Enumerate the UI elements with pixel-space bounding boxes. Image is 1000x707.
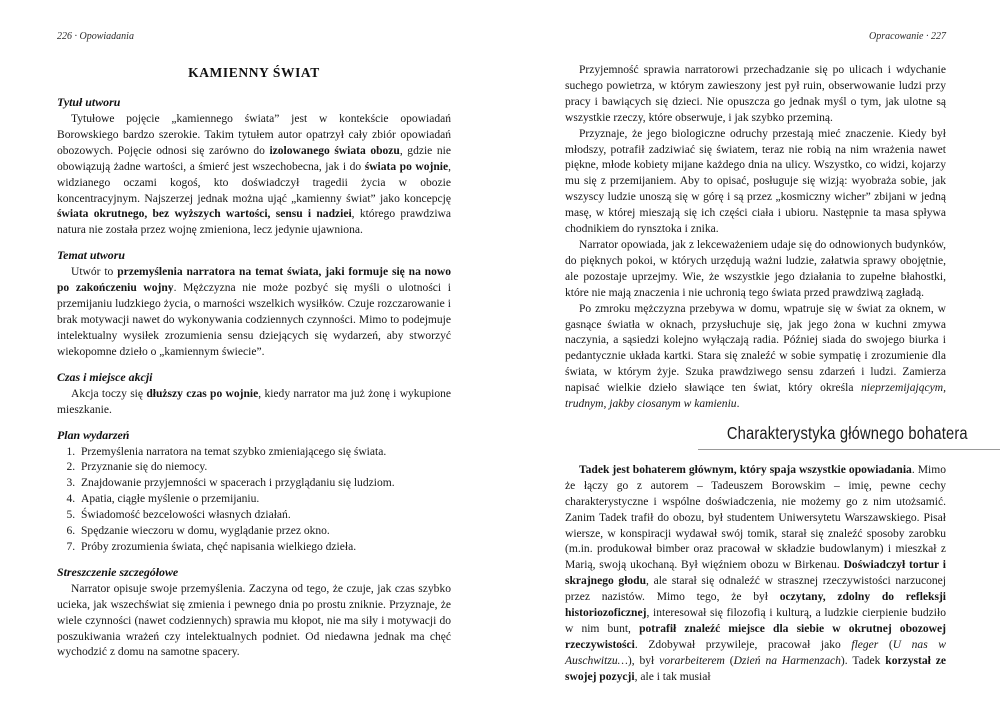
text-segment: ( — [878, 638, 893, 651]
text-segment: Narrator opisuje swoje przemyślenia. Zaczyna od tego, że czuje, jak czas szybko ucieka, jak wszechświat się zmienia i pewnego dnia po prostu zniknie. Przyznaje, że wiele czynności (nawet codziennych) sprawia mu kłopot, nie ma siły i motywacji do poszukiwania wrażeń czy intelektualnych podniet. Od niedawna jednak ma chęć wychodzić z domu na samotne spacery. — [57, 582, 451, 659]
plan-list-item: 4. Apatia, ciągłe myślenie o przemijaniu. — [78, 492, 451, 508]
text-segment: Po zmroku mężczyzna przebywa w domu, wpatruje się w świat za oknem, w gasnące światła w oknach, przysłuchuje się, jak jego żona w kuchni zmywa naczynia, a sąsiedzi kolejno wyłączają radia. Później siada do swojego biurka i pedantycznie układa kartki. Stara się znaleźć w sobie sympatię i zrozumienie dla świata, w którym żyje. Szuka prawdziwego sensu zdarzeń i ludzi. Zamierza napisać wielkie dzieło sławiące ten świat, który określa — [565, 302, 946, 395]
text-segment: fleger — [851, 638, 879, 651]
text-segment: Utwór to — [71, 266, 118, 279]
paragraph-czas-miejsce — [57, 387, 451, 419]
text-segment: . Zdobywał przywileje, pracował jako — [634, 638, 852, 651]
text-segment: ( — [724, 654, 734, 667]
paragraph-budynki — [565, 238, 946, 302]
text-segment: nieprzemijającym, trudnym, jakby ciosanym w kamieniu — [565, 382, 946, 411]
text-segment: , interesował się filozofią i kulturą, a ludzkie cierpienie budziło w nim bunt, — [565, 607, 946, 635]
plan-list-item: 7. Próby zrozumienia świata, chęć napisania wielkiego dzieła. — [78, 540, 451, 556]
text-segment: . Mężczyzna nie może pozbyć się myśli o ulotności i przemijaniu ludzkiego życia, o marności wszelkich wysiłków. Czuje rozczarowanie i brak motywacji nawet do wykonywania codziennych czynności. Mimo to podejmuje intelektualny wysiłek zrozumienia sensu dziejących się wydarzeń, aby stworzyć wiekopomne dzieło o „kamiennym świecie”. — [57, 282, 451, 358]
text-segment: Tadek jest bohaterem głównym, który spaja wszystkie opowiadania — [579, 463, 912, 476]
text-segment: , którego prawdziwa natura nie została przez wojnę zmieniona, lecz jedynie ujawniona. — [57, 208, 451, 237]
text-segment: U nas w Auschwitzu… — [565, 638, 946, 667]
paragraph-streszczenie — [57, 582, 451, 662]
text-segment: Narrator opowiada, jak z lekceważeniem udaje się do odnowionych budynków, do pięknych pokoi, w których urzędują ważni ludzie, załatwia sprawy obojętnie, ale pozostaje uprzejmy. Wie, że wszystkie jego działania to zupełne błahostki, które nie mają znaczenia i nie uchronią tego świata przed prawdziwą zagładą. — [565, 238, 946, 299]
plan-list-item: 1. Przemyślenia narratora na temat szybko zmieniającego się świata. — [78, 445, 451, 461]
chapter-heading-row — [565, 423, 968, 444]
text-segment: . — [736, 398, 740, 411]
text-segment: , widzianego oczami kogoś, kto doświadczył tragedii życia w obozie koncentracyjnym. Najszerzej jednak można ująć „kamienny świat” jako koncepcję — [57, 160, 451, 205]
section-heading-plan-wydarzen: Plan wydarzeń — [57, 427, 130, 442]
text-segment: Doświadczył tortur i skrajnego głodu — [565, 559, 946, 588]
text-segment: ), był — [627, 654, 660, 667]
paragraph-tytul-utworu — [57, 112, 451, 239]
plan-list-item: 2. Przyznanie się do niemocy. — [78, 460, 451, 476]
plan-list-item: 3. Znajdowanie przyjemności w spacerach i przyglądaniu się ludziom. — [78, 476, 451, 492]
paragraph-spacery — [565, 63, 946, 127]
text-segment: , ale starał się odnaleźć w strasznej rzeczywistości narzuconej przez nazistów. Mimo tego, że był — [565, 575, 946, 604]
text-segment: . Mimo że łączy go z autorem – Tadeuszem Borowskim – imię, pewne cechy charakterystyczne i wspólne doświadczenia, nie możemy go z nim utożsamić. Zanim Tadek trafił do obozu, był studentem Uniwersytetu Warszawskiego. Pisał wiersze, w konspiracji wydawał swój tomik, starał się znaleźć sposoby zarobku (m.in. produkował bimber oraz pracował w składzie budowlanym) i mieszkał z Marią, swoją ukochaną. Był więźniem obozu w Birkenau. — [565, 463, 946, 572]
text-segment: vorarbeiterem — [659, 654, 725, 667]
text-segment: świata po wojnie — [364, 160, 449, 173]
plan-wydarzen-list — [57, 445, 451, 556]
section-heading-czas-miejsce: Czas i miejsce akcji — [57, 369, 153, 384]
paragraph-odruchy — [565, 127, 946, 238]
text-segment: , kiedy narrator ma już żonę i wykupione mieszkanie. — [57, 387, 452, 416]
text-segment: , ale i tak musiał — [634, 670, 711, 683]
paragraph-tadek-charakterystyka — [565, 463, 946, 686]
text-segment: Przyznaje, że jego biologiczne odruchy przestają mieć znaczenie. Kiedy był młodszy, potrafił zadziwiać się światem, teraz nie robią na nim wrażenia nawet piękne, młode kobiety mijane każdego dnia na ulicy. Wszystko, co widzi, kojarzy mu się z przemijaniem. Aby to opisać, posługuje się wizją: wyobraża sobie, jak wszyscy ludzie unoszą się w górę i są przez „kosmiczny wicher” zbijani w jedną masę, w której mieszają się ich części ciała i ubioru. Następnie ta masa spływa chodnikiem do rynsztoka i znika. — [565, 127, 946, 236]
chapter-heading-rule — [698, 449, 1000, 450]
section-heading-streszczenie: Streszczenie szczegółowe — [57, 564, 179, 579]
text-segment: potrafił znaleźć miejsce dla siebie w okrutnej obozowej rzeczywistości — [565, 623, 946, 651]
left-page — [57, 0, 451, 707]
text-segment: , gdzie nie obowiązują żadne wartości, a śmierć jest wszechobecna, jak i do — [57, 144, 451, 173]
section-heading-tytul-utworu: Tytuł utworu — [57, 95, 121, 109]
running-head-right: Opracowanie · 227 — [869, 31, 946, 42]
paragraph-temat-utworu — [57, 265, 451, 360]
right-page — [565, 0, 968, 707]
text-segment: Tytułowe pojęcie „kamiennego świata” jest w kontekście opowiadań Borowskiego bardzo szerokie. Takim tytułem autor opatrzył cały zbiór opowiadań obozowych. Pojęcie odnosi się zarówno do — [57, 113, 451, 157]
text-segment: Akcja toczy się — [71, 387, 147, 400]
text-segment: przemyślenia narratora na temat świata, jaki formuje się na nowo po zakończeniu wojny — [57, 266, 451, 295]
text-segment: korzystał ze swojej pozycji — [565, 654, 946, 683]
text-segment: oczytany, zdolny do refleksji historiozoficznej — [565, 591, 946, 620]
section-heading-temat-utworu: Temat utworu — [57, 248, 125, 263]
text-segment: ). Tadek — [840, 654, 886, 667]
plan-list-item: 5. Świadomość bezcelowości własnych działań. — [78, 508, 451, 524]
chapter-heading-charakterystyka: Charakterystyka głównego bohatera — [727, 422, 968, 443]
text-segment: świata okrutnego, bez wyższych wartości, sensu i nadziei — [57, 208, 352, 221]
text-segment: Dzień na Harmenzach — [733, 654, 841, 667]
paragraph-zmrok — [565, 302, 946, 413]
story-title: KAMIENNY ŚWIAT — [188, 65, 320, 80]
text-segment: dłuższy czas po wojnie — [146, 387, 259, 400]
running-head-left: 226 · Opowiadania — [57, 31, 134, 42]
text-segment: Przyjemność sprawia narratorowi przechadzanie się po ulicach i wdychanie suchego powietrza, w którym zawieszony jest pył ruin, obserwowanie ludzi przy pracy i bawiących się dzieci. Nie opuszcza go jednak myśl o tym, jak ulotne są wszystkie rzeczy, które obserwuje, i jak szybko przeminą. — [565, 64, 946, 124]
text-segment: izolowanego świata obozu — [269, 144, 400, 157]
plan-list-item: 6. Spędzanie wieczoru w domu, wyglądanie przez okno. — [78, 524, 451, 540]
